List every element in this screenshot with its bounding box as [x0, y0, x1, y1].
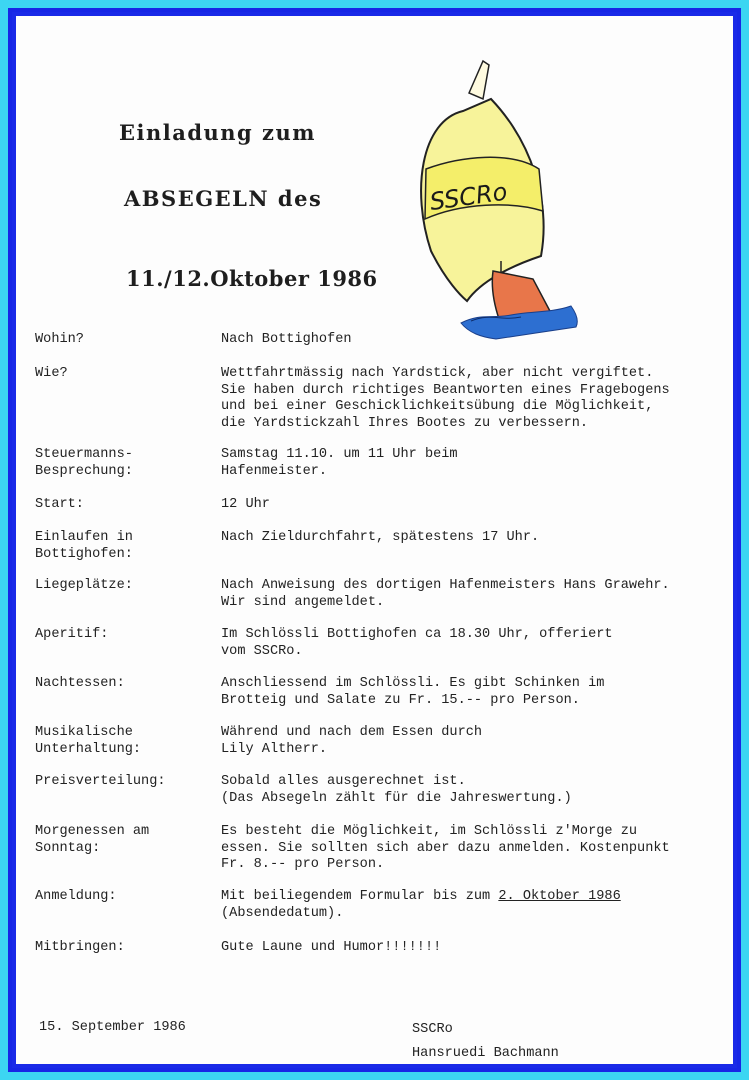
row-label: Einlaufen in Bottighofen: [35, 530, 133, 562]
footer-org: SSCRo [412, 1022, 453, 1037]
footer-date: 15. September 1986 [39, 1020, 186, 1035]
row-value: Während und nach dem Essen durch Lily Altherr. [221, 725, 483, 757]
title-date: 11./12.Oktober 1986 [126, 266, 378, 291]
row-value: Wettfahrtmässig nach Yardstick, aber nicht vergiftet. Sie haben durch richtiges Beantworten eines Fragebogens und bei einer Geschicklichkeitsübung die Möglichkeit, die Yardstickzahl Ihres Bootes zu verbessern. [221, 366, 670, 431]
row-value [221, 889, 731, 922]
row-label: Steuermanns- Besprechung: [35, 447, 133, 479]
row-label: Aperitif: [35, 627, 109, 642]
row-value: 12 Uhr [221, 497, 270, 512]
sailboat-logo-icon [401, 51, 601, 341]
row-label: Start: [35, 497, 84, 512]
title-line-1: Einladung zum [119, 120, 316, 145]
title-line-2: ABSEGELN des [124, 186, 323, 211]
row-value: Nach Zieldurchfahrt, spätestens 17 Uhr. [221, 530, 540, 545]
row-label: Liegeplätze: [35, 578, 133, 593]
logo-sail-text: SSCRo [428, 177, 509, 217]
row-label: Musikalische Unterhaltung: [35, 725, 142, 757]
row-label: Preisverteilung: [35, 774, 166, 789]
footer-signer: Hansruedi Bachmann [412, 1046, 559, 1061]
row-value: Es besteht die Möglichkeit, im Schlössli z'Morge zu essen. Sie sollten sich aber dazu anmelden. Kostenpunkt Fr. 8.-- pro Person. [221, 824, 670, 873]
page-frame [8, 8, 741, 1072]
row-value: Anschliessend im Schlössli. Es gibt Schinken im Brotteig und Salate zu Fr. 15.-- pro Person. [221, 676, 605, 708]
row-label: Wie? [35, 366, 68, 381]
anmeldung-deadline: 2. Oktober 1986 [498, 889, 621, 904]
row-label: Anmeldung: [35, 889, 117, 904]
document-page [16, 16, 733, 1064]
row-label: Morgenessen am Sonntag: [35, 824, 150, 856]
row-value: Im Schlössli Bottighofen ca 18.30 Uhr, offeriert vom SSCRo. [221, 627, 613, 659]
row-value: Gute Laune und Humor!!!!!!! [221, 940, 442, 955]
anmeldung-suffix: (Absendedatum). [221, 905, 344, 921]
row-value: Nach Bottighofen [221, 332, 352, 347]
row-value: Samstag 11.10. um 11 Uhr beim Hafenmeister. [221, 447, 458, 479]
row-label: Nachtessen: [35, 676, 125, 691]
anmeldung-prefix: Mit beiliegendem Formular bis zum [221, 889, 499, 904]
row-label: Wohin? [35, 332, 84, 347]
row-value: Sobald alles ausgerechnet ist. (Das Absegeln zählt für die Jahreswertung.) [221, 774, 572, 806]
row-label: Mitbringen: [35, 940, 125, 955]
row-value: Nach Anweisung des dortigen Hafenmeisters Hans Grawehr. Wir sind angemeldet. [221, 578, 670, 610]
